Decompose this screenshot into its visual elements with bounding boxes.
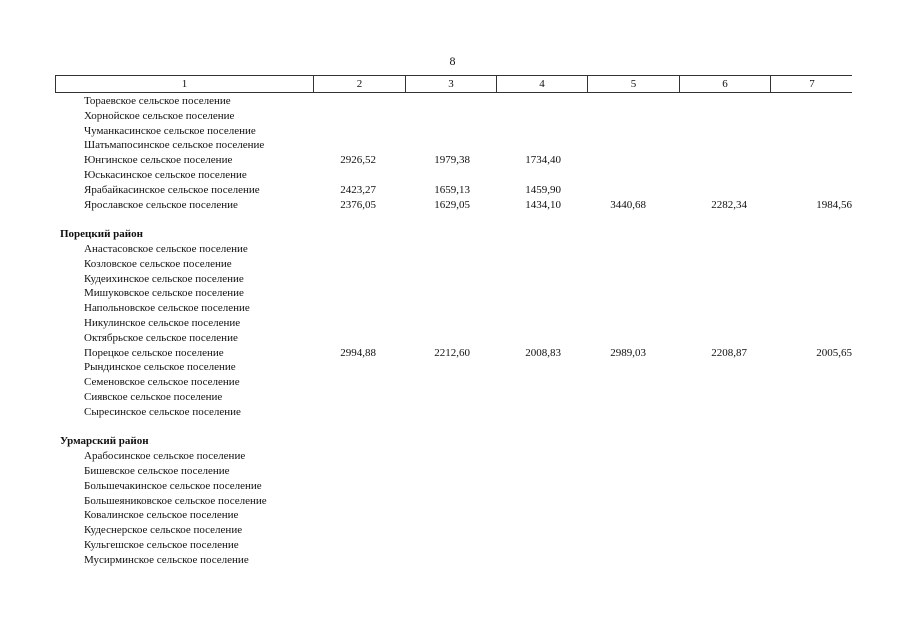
table-row — [55, 316, 852, 331]
value-col-3: 1629,05 — [434, 198, 470, 211]
settlement-name: Рындинское сельское поселение — [84, 361, 236, 374]
table-row — [55, 109, 852, 124]
value-col-5: 3440,68 — [610, 198, 646, 211]
value-col-6: 2282,34 — [711, 198, 747, 211]
value-col-4: 2008,83 — [525, 346, 561, 359]
column-header-7: 7 — [809, 78, 815, 90]
value-col-4: 1459,90 — [525, 183, 561, 196]
value-col-2: 2423,27 — [340, 183, 376, 196]
value-col-3: 2212,60 — [434, 346, 470, 359]
settlement-name: Большечакинское сельское поселение — [84, 479, 262, 492]
table-row — [55, 331, 852, 346]
settlement-name: Ярославское сельское поселение — [84, 198, 238, 211]
table-row — [55, 375, 852, 390]
settlement-name: Мишуковское сельское поселение — [84, 287, 244, 300]
settlements-table — [55, 75, 852, 568]
table-row — [55, 153, 852, 168]
column-header-5: 5 — [588, 76, 680, 92]
settlement-name: Ярабайкасинское сельское поселение — [84, 183, 260, 196]
settlement-name: Хорнойское сельское поселение — [84, 109, 235, 122]
value-col-2: 2994,88 — [340, 346, 376, 359]
value-col-4: 1734,40 — [525, 154, 561, 167]
settlement-name: Семеновское сельское поселение — [84, 376, 240, 389]
table-row — [55, 405, 852, 420]
table-row — [55, 494, 852, 509]
value-col-3: 1659,13 — [434, 183, 470, 196]
column-header-6: 6 — [680, 76, 771, 92]
settlement-name: Чуманкасинское сельское поселение — [84, 124, 256, 137]
settlement-name: Никулинское сельское поселение — [84, 316, 241, 329]
table-row — [55, 464, 852, 479]
table-row — [55, 198, 852, 213]
table-row — [55, 508, 852, 523]
table-row — [55, 360, 852, 375]
settlement-name: Юськасинское сельское поселение — [84, 168, 247, 181]
settlement-name: Ковалинское сельское поселение — [84, 509, 239, 522]
district-heading-row — [55, 227, 852, 242]
district-name: Порецкий район — [60, 228, 143, 241]
table-row — [55, 124, 852, 139]
value-col-2: 2376,05 — [340, 198, 376, 211]
settlement-name: Большеяниковское сельское поселение — [84, 494, 267, 507]
value-col-4: 1434,10 — [525, 198, 561, 211]
table-row — [55, 523, 852, 538]
table-row — [55, 553, 852, 568]
settlement-name: Сыресинское сельское поселение — [84, 405, 241, 418]
settlement-name: Кудеснерское сельское поселение — [84, 524, 243, 537]
spacer-row — [55, 212, 852, 227]
settlement-name: Шатьмапосинское сельское поселение — [84, 139, 265, 152]
table-row — [55, 138, 852, 153]
table-row — [55, 242, 852, 257]
table-row — [55, 449, 852, 464]
settlement-name: Порецкое сельское поселение — [84, 346, 224, 359]
settlement-name: Октябрьское сельское поселение — [84, 331, 238, 344]
column-header-2: 2 — [314, 76, 406, 92]
settlement-name: Арабосинское сельское поселение — [84, 450, 246, 463]
settlement-name: Бишевское сельское поселение — [84, 464, 230, 477]
value-col-2: 2926,52 — [340, 154, 376, 167]
settlement-name: Мусирминское сельское поселение — [84, 553, 249, 566]
value-col-3: 1979,38 — [434, 154, 470, 167]
column-header-1: 1 — [56, 76, 314, 92]
table-body — [55, 94, 852, 568]
page-number: 8 — [449, 54, 456, 68]
value-col-6: 2208,87 — [711, 346, 747, 359]
settlement-name: Тораевское сельское поселение — [84, 95, 231, 107]
table-row — [55, 346, 852, 361]
settlement-name: Анастасовское сельское поселение — [84, 242, 248, 255]
column-header-4: 4 — [497, 76, 588, 92]
table-row — [55, 538, 852, 553]
spacer-row — [55, 420, 852, 435]
district-name: Урмарский район — [60, 435, 149, 448]
settlement-name: Юнгинское сельское поселение — [84, 154, 233, 167]
table-row — [55, 390, 852, 405]
settlement-name: Кульгешское сельское поселение — [84, 538, 239, 551]
column-header-3: 3 — [406, 76, 497, 92]
value-col-7: 1984,56 — [816, 198, 852, 211]
table-row — [55, 168, 852, 183]
settlement-name: Козловское сельское поселение — [84, 257, 232, 270]
value-col-7: 2005,65 — [816, 346, 852, 359]
value-col-5: 2989,03 — [610, 346, 646, 359]
table-row — [55, 479, 852, 494]
settlement-name: Кудеихинское сельское поселение — [84, 272, 244, 285]
table-row — [55, 257, 852, 272]
table-row — [55, 183, 852, 198]
table-row — [55, 94, 852, 109]
settlement-name: Напольновское сельское поселение — [84, 302, 250, 315]
table-row — [55, 301, 852, 316]
table-header-row — [55, 75, 852, 93]
table-row — [55, 272, 852, 287]
settlement-name: Сиявское сельское поселение — [84, 390, 223, 403]
table-row — [55, 286, 852, 301]
district-heading-row — [55, 434, 852, 449]
